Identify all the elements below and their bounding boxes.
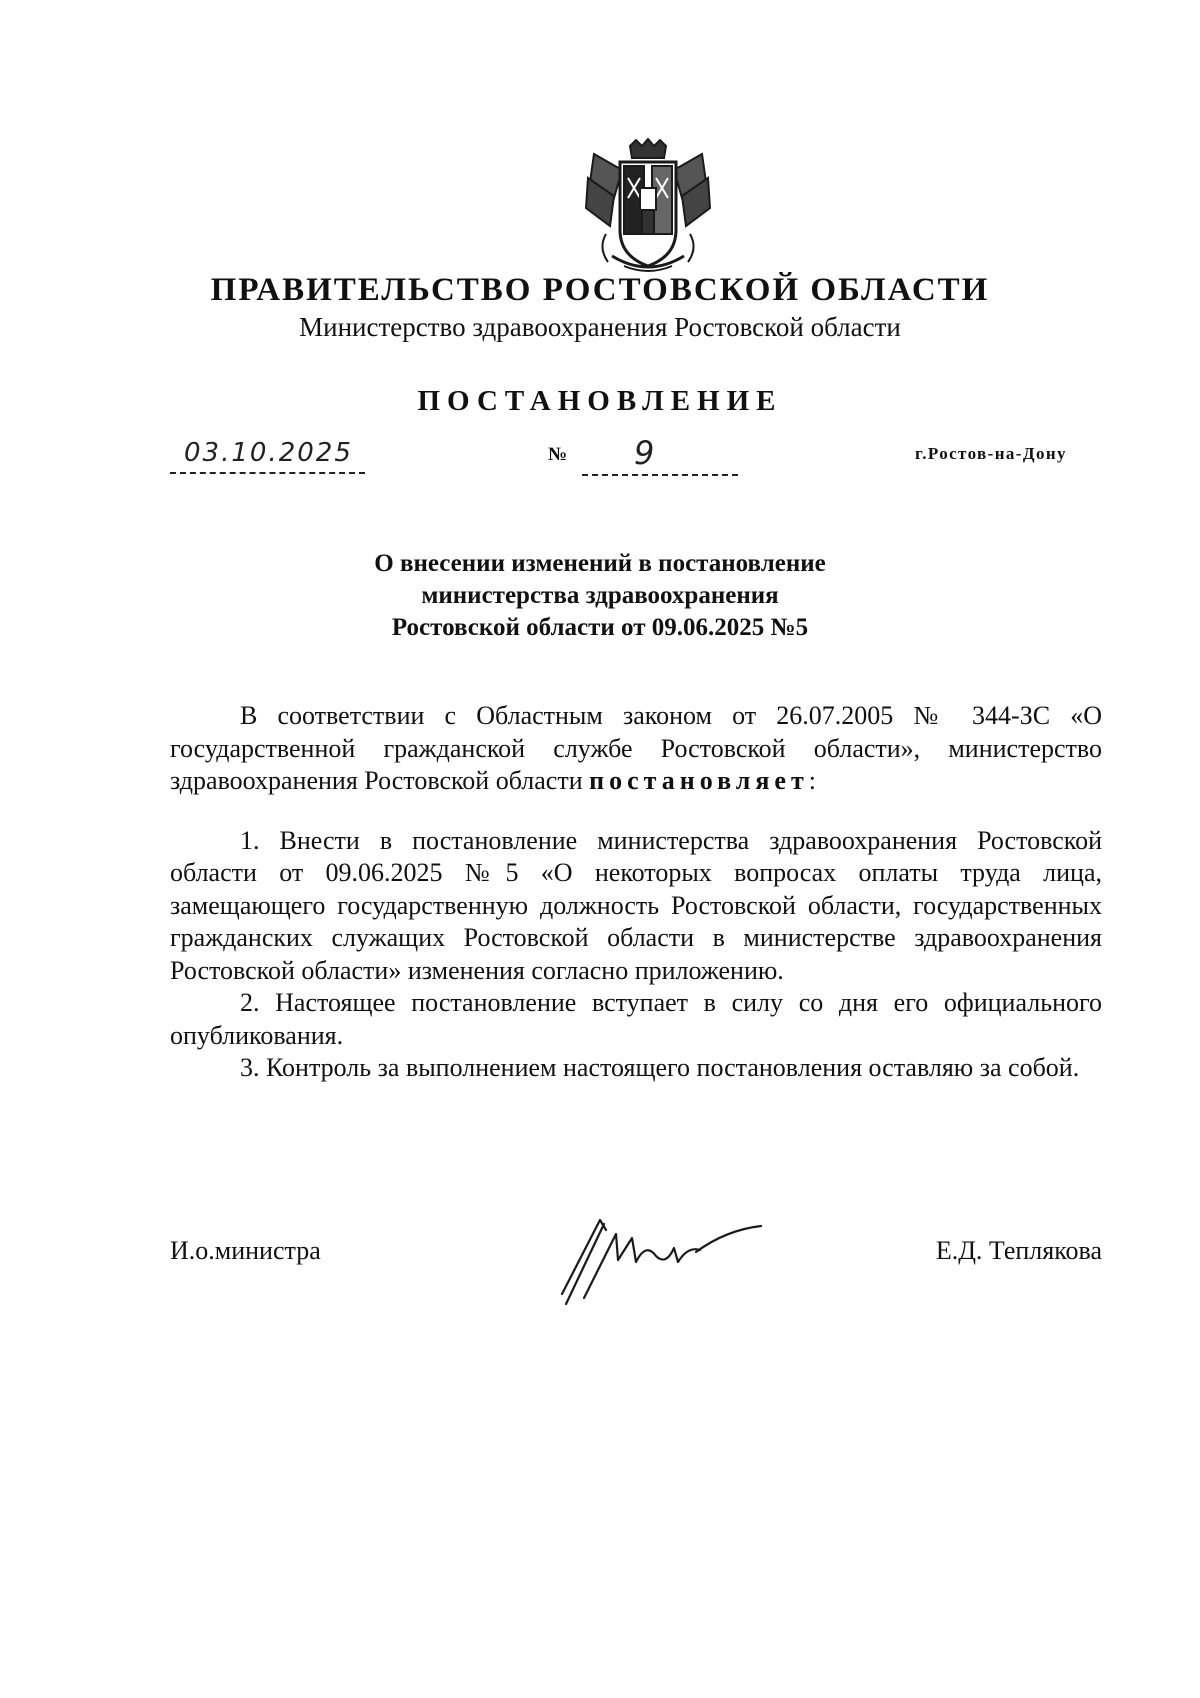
document-date: 03.10.2025 bbox=[184, 438, 353, 468]
signatory-title: И.о.министра bbox=[170, 1236, 321, 1265]
preamble-paragraph bbox=[170, 700, 1102, 798]
resolves-colon: : bbox=[808, 766, 816, 795]
item-paragraph: 3. Контроль за выполнением настоящего постановления оставляю за собой. bbox=[240, 1053, 1080, 1082]
number-sign: № bbox=[548, 444, 568, 465]
item-paragraph: 1. Внести в постановление министерства здравоохранения Ростовской области от 09.06.2025 №5 «О некоторых вопросах оплаты труда лица, замещающего государственную должность Ростовской области, государственных гражданских служащих Ростовской области в министерстве здравоохранения Ростовской области» изменения согласно приложению. bbox=[170, 825, 1102, 985]
document-body bbox=[170, 700, 1102, 1085]
government-title: ПРАВИТЕЛЬСТВО РОСТОВСКОЙ ОБЛАСТИ bbox=[210, 272, 990, 308]
date-underline bbox=[170, 472, 365, 474]
resolves-word: постановляет bbox=[589, 766, 809, 795]
document-city: г.Ростов-на-Дону bbox=[915, 444, 1067, 463]
document-type: ПОСТАНОВЛЕНИЕ bbox=[417, 385, 783, 417]
subject-line: Ростовской области от 09.06.2025 №5 bbox=[391, 614, 809, 641]
ministry-name: Министерство здравоохранения Ростовской области bbox=[299, 312, 901, 342]
coat-of-arms-icon bbox=[584, 138, 712, 278]
subject-line: министерства здравоохранения bbox=[421, 582, 779, 609]
signatory-name: Е.Д. Теплякова bbox=[935, 1236, 1102, 1265]
handwritten-signature-icon bbox=[556, 1200, 776, 1310]
document-date-field bbox=[170, 438, 365, 474]
preamble-text: В соответствии с Областным законом от 26.07.2005 № 344-ЗС «О государственной гражданской службе Ростовской области», министерство здравоохранения Ростовской области bbox=[170, 701, 1102, 795]
document-subject bbox=[0, 548, 1200, 644]
document-number: 9 bbox=[634, 434, 655, 472]
subject-line: О внесении изменений в постановление bbox=[374, 550, 826, 577]
item-paragraph: 2. Настоящее постановление вступает в силу со дня его официального опубликования. bbox=[170, 988, 1102, 1050]
number-underline bbox=[582, 474, 738, 476]
